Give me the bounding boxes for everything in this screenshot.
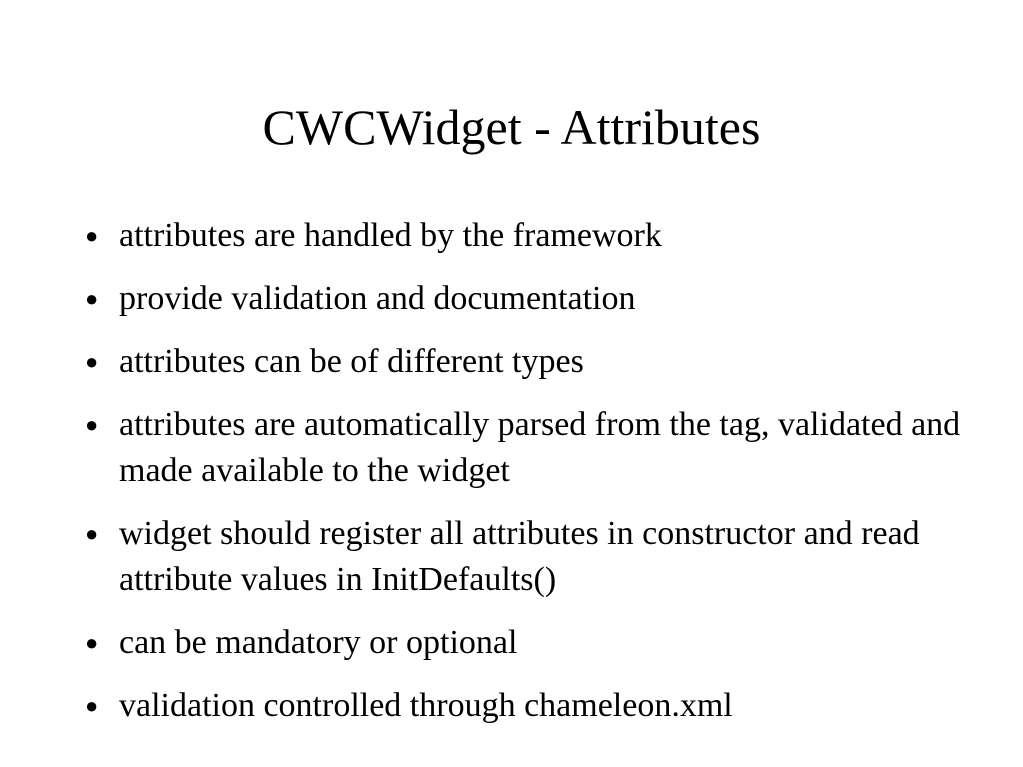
bullet-icon: ● [85, 693, 99, 718]
bullet-item [82, 339, 962, 385]
bullet-item [82, 511, 962, 603]
bullet-icon: ● [85, 286, 99, 311]
bullet-text: provide validation and documentation [119, 280, 636, 317]
bullet-item [82, 402, 962, 494]
bullet-text: attributes are automatically parsed from the tag, validated and made available to the widget [119, 406, 961, 489]
bullet-icon: ● [85, 412, 99, 437]
slide-title: CWCWidget - Attributes [262, 99, 761, 155]
bullet-item [82, 683, 962, 729]
bullet-text: attributes are handled by the framework [119, 217, 662, 254]
bullet-text: validation controlled through chameleon.xml [119, 687, 733, 724]
bullet-text: attributes can be of different types [119, 343, 584, 380]
bullet-text: can be mandatory or optional [119, 624, 518, 661]
bullet-item [82, 213, 962, 259]
bullet-item [82, 620, 962, 666]
bullet-icon: ● [85, 521, 99, 546]
bullet-icon: ● [85, 223, 99, 248]
bullet-icon: ● [85, 349, 99, 374]
bullet-item [82, 276, 962, 322]
bullet-icon: ● [85, 630, 99, 655]
bullet-text: widget should register all attributes in constructor and read attribute values in InitDefaults() [119, 515, 920, 598]
bullet-list [82, 213, 962, 746]
